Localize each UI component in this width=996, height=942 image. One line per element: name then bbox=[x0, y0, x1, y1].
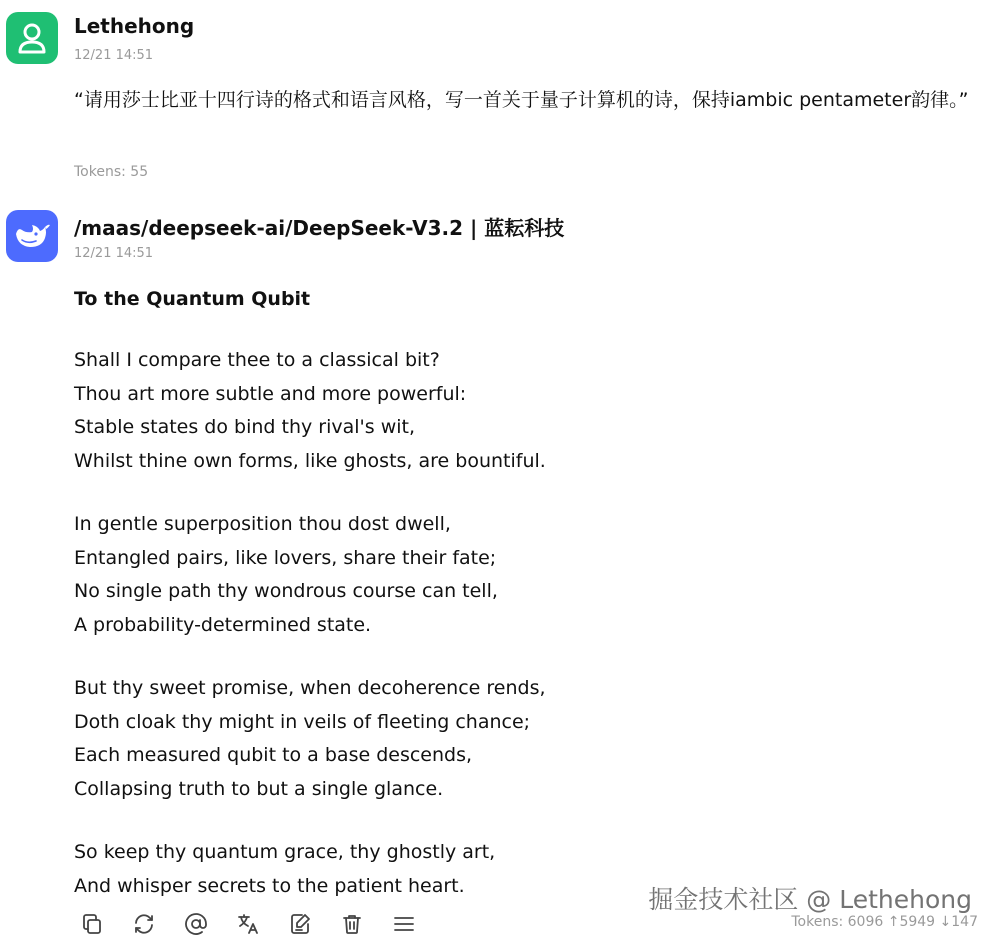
copy-button[interactable] bbox=[78, 910, 106, 938]
user-message-time: 12/21 14:51 bbox=[74, 48, 154, 63]
assistant-token-count: Tokens: 6096 ↑5949 ↓147 bbox=[791, 914, 978, 930]
poem-line: Stable states do bind thy rival's wit, bbox=[74, 416, 415, 438]
assistant-sender-name: /maas/deepseek-ai/DeepSeek-V3.2 | 蓝耘科技 bbox=[74, 216, 565, 240]
message-action-toolbar bbox=[78, 906, 418, 942]
poem-stanza bbox=[74, 672, 674, 806]
mention-button[interactable] bbox=[182, 910, 210, 938]
poem-line: Doth cloak thy might in veils of fleeting chance; bbox=[74, 710, 531, 733]
edit-icon bbox=[288, 912, 312, 936]
poem-line: But thy sweet promise, when decoherence rends, bbox=[74, 677, 546, 699]
menu-icon bbox=[392, 912, 416, 936]
poem-stanza bbox=[74, 836, 674, 903]
poem-title: To the Quantum Qubit bbox=[74, 288, 311, 310]
user-icon bbox=[17, 22, 47, 54]
poem-line: And whisper secrets to the patient heart. bbox=[74, 874, 465, 897]
user-token-count: Tokens: 55 bbox=[74, 164, 149, 180]
deepseek-whale-icon bbox=[12, 220, 52, 252]
translate-button[interactable] bbox=[234, 910, 262, 938]
poem-line: So keep thy quantum grace, thy ghostly art, bbox=[74, 841, 496, 863]
regenerate-icon bbox=[132, 912, 156, 936]
regenerate-button[interactable] bbox=[130, 910, 158, 938]
user-sender-name: Lethehong bbox=[74, 14, 195, 38]
poem-line: Each measured qubit to a base descends, bbox=[74, 744, 473, 766]
poem-line: Whilst thine own forms, like ghosts, are bountiful. bbox=[74, 449, 546, 472]
poem-line: Collapsing truth to but a single glance. bbox=[74, 777, 444, 800]
translate-icon bbox=[236, 912, 260, 936]
user-avatar[interactable] bbox=[6, 12, 58, 64]
user-message-text: “请用莎士比亚十四行诗的格式和语言风格，写一首关于量子计算机的诗，保持iambic pentameter韵律。” bbox=[74, 89, 969, 111]
poem-stanza bbox=[74, 344, 674, 478]
poem-stanza bbox=[74, 508, 674, 642]
poem-line: Shall I compare thee to a classical bit? bbox=[74, 349, 440, 371]
watermark: 掘金技术社区 @ Lethehong bbox=[648, 885, 972, 914]
more-menu-button[interactable] bbox=[390, 910, 418, 938]
mention-icon bbox=[184, 912, 208, 936]
poem-content bbox=[74, 284, 674, 903]
poem-line: No single path thy wondrous course can tell, bbox=[74, 580, 498, 602]
poem-line: A probability-determined state. bbox=[74, 613, 372, 636]
delete-button[interactable] bbox=[338, 910, 366, 938]
poem-line: Thou art more subtle and more powerful: bbox=[74, 382, 467, 405]
copy-icon bbox=[80, 912, 104, 936]
assistant-message-time: 12/21 14:51 bbox=[74, 246, 154, 261]
delete-icon bbox=[340, 912, 364, 936]
poem-line: In gentle superposition thou dost dwell, bbox=[74, 513, 451, 535]
assistant-avatar[interactable] bbox=[6, 210, 58, 262]
edit-button[interactable] bbox=[286, 910, 314, 938]
poem-line: Entangled pairs, like lovers, share their fate; bbox=[74, 546, 497, 569]
